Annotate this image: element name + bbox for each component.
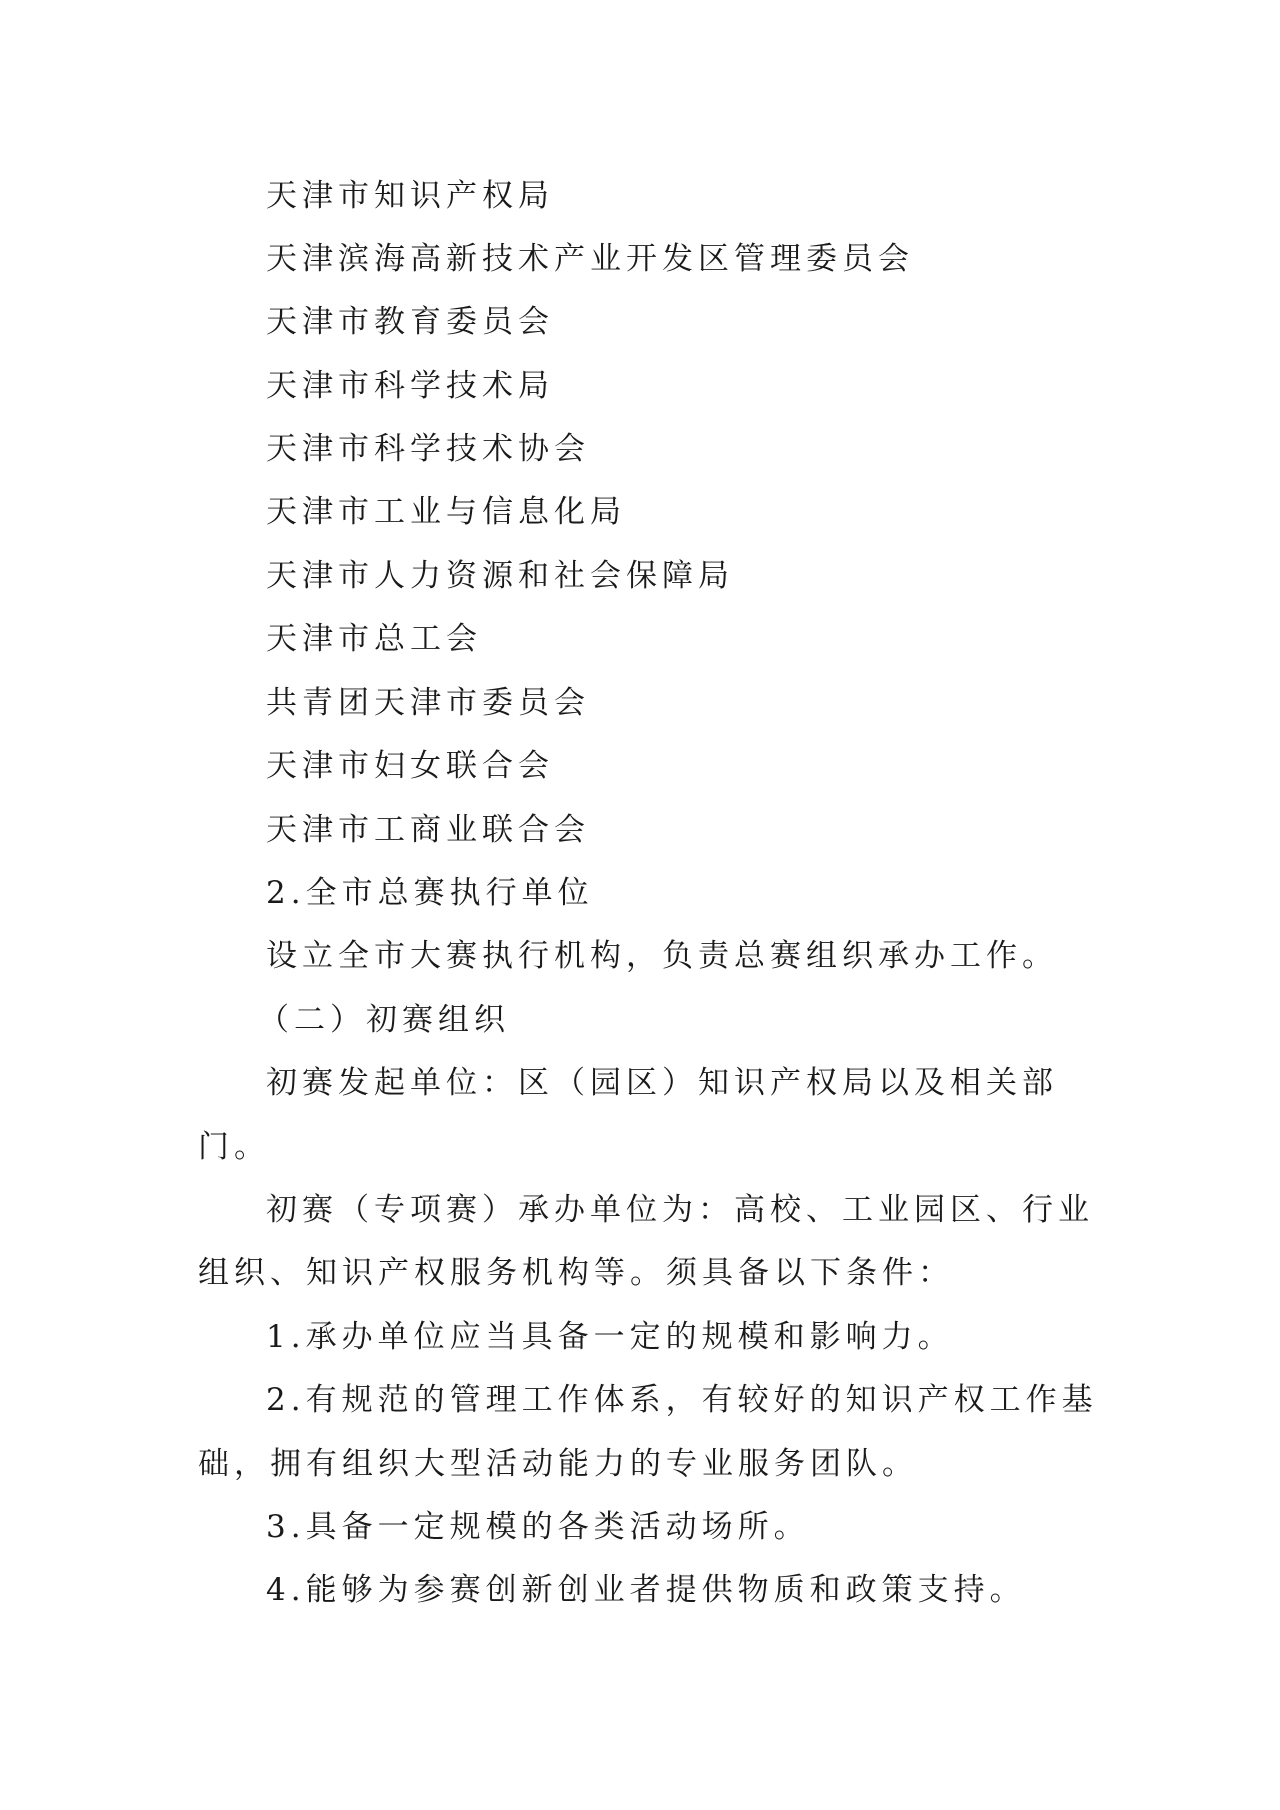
paragraph-initiator-line2: 门。 [198,1129,270,1165]
org-line-hr: 天津市人力资源和社会保障局 [266,558,734,594]
section-heading-executor: 2.全市总赛执行单位 [266,875,594,911]
org-line-youth-league: 共青团天津市委员会 [266,685,590,721]
org-line-science-association: 天津市科学技术协会 [266,431,590,467]
condition-2-line2: 础，拥有组织大型活动能力的专业服务团队。 [198,1446,918,1482]
condition-3: 3.具备一定规模的各类活动场所。 [266,1509,810,1545]
org-line-binhai-committee: 天津滨海高新技术产业开发区管理委员会 [266,241,914,277]
section-heading-preliminary: （二）初赛组织 [258,1002,510,1038]
org-line-women: 天津市妇女联合会 [266,748,554,784]
condition-2-line1: 2.有规范的管理工作体系，有较好的知识产权工作基 [266,1382,1098,1418]
paragraph-organizer-line1: 初赛（专项赛）承办单位为：高校、工业园区、行业 [266,1192,1094,1228]
paragraph-initiator-line1: 初赛发起单位：区（园区）知识产权局以及相关部 [266,1065,1058,1101]
condition-4: 4.能够为参赛创新创业者提供物质和政策支持。 [266,1572,1026,1608]
org-line-industry: 天津市工业与信息化局 [266,494,626,530]
org-line-union: 天津市总工会 [266,621,482,657]
org-line-commerce: 天津市工商业联合会 [266,812,590,848]
paragraph-executor: 设立全市大赛执行机构，负责总赛组织承办工作。 [266,938,1058,974]
org-line-education: 天津市教育委员会 [266,304,554,340]
org-line-science-bureau: 天津市科学技术局 [266,368,554,404]
org-line-ip-office: 天津市知识产权局 [266,178,554,214]
condition-1: 1.承办单位应当具备一定的规模和影响力。 [266,1319,954,1355]
paragraph-organizer-line2: 组织、知识产权服务机构等。须具备以下条件： [198,1255,954,1291]
